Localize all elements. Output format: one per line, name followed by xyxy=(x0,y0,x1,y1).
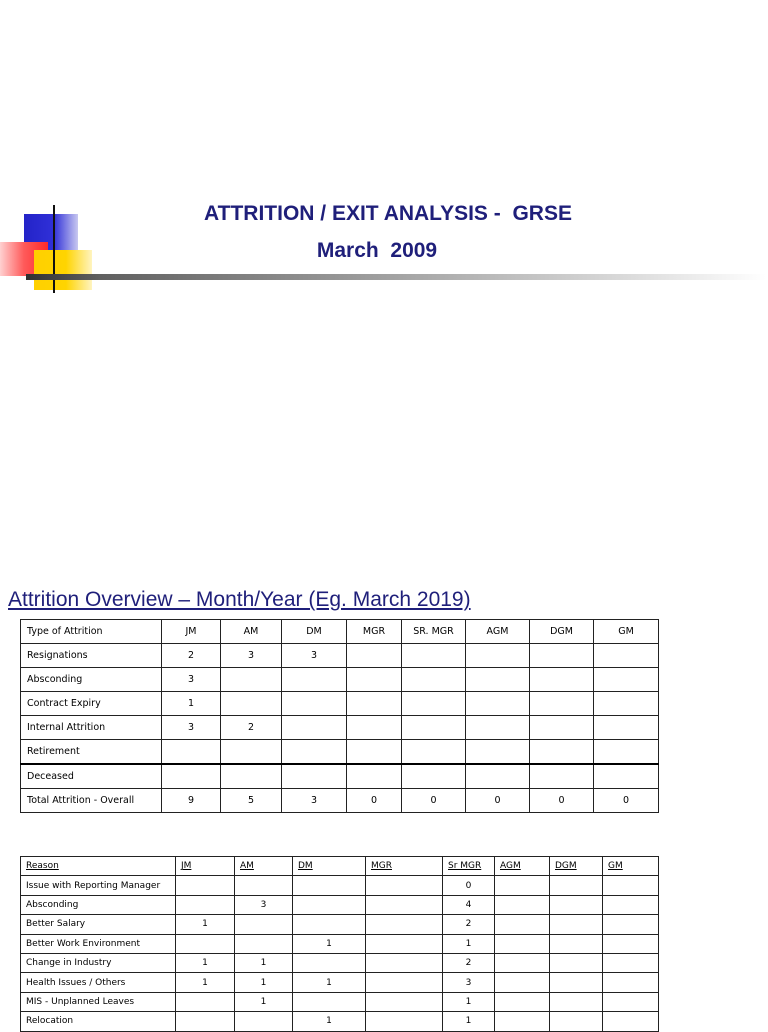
table-cell xyxy=(221,764,282,789)
table-cell xyxy=(466,740,530,765)
table-cell xyxy=(402,692,466,716)
table-row xyxy=(21,876,659,895)
table-cell: 2 xyxy=(221,716,282,740)
table-cell: 1 xyxy=(235,953,293,972)
table-cell: Absconding xyxy=(21,895,176,914)
column-header: AM xyxy=(235,857,293,876)
table-cell xyxy=(347,716,402,740)
table-cell xyxy=(550,915,603,934)
table-cell: Deceased xyxy=(21,764,162,789)
table-cell xyxy=(402,644,466,668)
column-header: MGR xyxy=(347,620,402,644)
table-cell xyxy=(221,740,282,765)
table-cell xyxy=(366,895,443,914)
table-cell xyxy=(366,915,443,934)
table-cell xyxy=(550,934,603,953)
table-cell xyxy=(366,973,443,992)
table-cell xyxy=(466,764,530,789)
table-cell: Change in Industry xyxy=(21,953,176,972)
table-cell xyxy=(550,992,603,1011)
table-cell: 1 xyxy=(443,992,495,1011)
table-cell: Issue with Reporting Manager xyxy=(21,876,176,895)
table-cell: 3 xyxy=(282,789,347,813)
table-cell xyxy=(603,876,659,895)
table-cell: 1 xyxy=(162,692,221,716)
table-cell xyxy=(366,1012,443,1031)
table-cell xyxy=(402,668,466,692)
table-row xyxy=(21,915,659,934)
table-cell xyxy=(293,992,366,1011)
table-cell xyxy=(603,934,659,953)
table-cell xyxy=(402,740,466,765)
table-cell xyxy=(235,876,293,895)
table-cell xyxy=(176,895,235,914)
table-row xyxy=(21,668,659,692)
decor-horizontal-rule xyxy=(26,274,766,280)
table-cell xyxy=(594,740,659,765)
table-header-row xyxy=(21,857,659,876)
table-row xyxy=(21,740,659,765)
table-cell: 3 xyxy=(162,668,221,692)
table-cell: 2 xyxy=(443,915,495,934)
table-cell: Retirement xyxy=(21,740,162,765)
table-row xyxy=(21,764,659,789)
table-cell xyxy=(235,1012,293,1031)
table-cell xyxy=(466,644,530,668)
table-cell xyxy=(603,915,659,934)
table-cell: 1 xyxy=(293,1012,366,1031)
table-cell: Better Work Environment xyxy=(21,934,176,953)
table-cell: 0 xyxy=(443,876,495,895)
table-cell: 0 xyxy=(594,789,659,813)
table-cell: 3 xyxy=(221,644,282,668)
table-row-total xyxy=(21,789,659,813)
table-cell: 1 xyxy=(176,915,235,934)
table-cell xyxy=(530,692,594,716)
table-cell xyxy=(235,934,293,953)
table-cell xyxy=(162,764,221,789)
table-cell: Better Salary xyxy=(21,915,176,934)
table-row xyxy=(21,716,659,740)
table-header-row xyxy=(21,620,659,644)
table-cell xyxy=(530,740,594,765)
table-cell xyxy=(594,716,659,740)
table-row xyxy=(21,644,659,668)
table-cell xyxy=(495,953,550,972)
table-row xyxy=(21,992,659,1011)
table-cell: 1 xyxy=(176,953,235,972)
column-header: JM xyxy=(162,620,221,644)
table-cell xyxy=(221,668,282,692)
column-header: Type of Attrition xyxy=(21,620,162,644)
table-cell xyxy=(466,716,530,740)
column-header: SR. MGR xyxy=(402,620,466,644)
table-cell xyxy=(550,1012,603,1031)
table-row xyxy=(21,953,659,972)
table-row xyxy=(21,1012,659,1031)
table-cell xyxy=(530,716,594,740)
attrition-reason-table xyxy=(20,856,659,1032)
table-cell: 0 xyxy=(402,789,466,813)
column-header: JM xyxy=(176,857,235,876)
table-cell: 9 xyxy=(162,789,221,813)
column-header: DGM xyxy=(550,857,603,876)
table-cell xyxy=(366,992,443,1011)
table-cell: 1 xyxy=(293,973,366,992)
table-cell: 3 xyxy=(443,973,495,992)
table-cell xyxy=(495,895,550,914)
table-cell: 3 xyxy=(235,895,293,914)
column-header: DM xyxy=(282,620,347,644)
table-cell: 1 xyxy=(235,992,293,1011)
table-cell: MIS - Unplanned Leaves xyxy=(21,992,176,1011)
table-cell xyxy=(282,716,347,740)
table-cell xyxy=(347,740,402,765)
table-cell: 1 xyxy=(443,934,495,953)
overview-heading: Attrition Overview – Month/Year (Eg. March 2019) xyxy=(8,588,471,611)
table-cell xyxy=(176,1012,235,1031)
table-cell xyxy=(594,668,659,692)
table-cell: Resignations xyxy=(21,644,162,668)
table-cell xyxy=(402,716,466,740)
table-cell xyxy=(550,953,603,972)
table-cell xyxy=(495,915,550,934)
table-cell: 2 xyxy=(162,644,221,668)
slide-title: ATTRITION / EXIT ANALYSIS - GRSE xyxy=(204,202,572,225)
column-header: GM xyxy=(603,857,659,876)
table-cell xyxy=(366,934,443,953)
column-header: AM xyxy=(221,620,282,644)
table-cell xyxy=(550,895,603,914)
table-cell xyxy=(282,740,347,765)
table-cell xyxy=(347,668,402,692)
table-cell: Internal Attrition xyxy=(21,716,162,740)
column-header: Sr MGR xyxy=(443,857,495,876)
table-cell xyxy=(530,644,594,668)
table-cell xyxy=(282,692,347,716)
table-cell xyxy=(293,895,366,914)
table-row xyxy=(21,692,659,716)
table-cell xyxy=(603,953,659,972)
table-cell xyxy=(495,876,550,895)
table-cell: Relocation xyxy=(21,1012,176,1031)
slide-subtitle: March 2009 xyxy=(316,239,438,262)
table-cell: 1 xyxy=(443,1012,495,1031)
table-cell: 1 xyxy=(235,973,293,992)
table-cell xyxy=(603,973,659,992)
table-cell xyxy=(466,668,530,692)
table-cell xyxy=(347,644,402,668)
table-cell: 3 xyxy=(162,716,221,740)
table-cell xyxy=(402,764,466,789)
table-cell: 4 xyxy=(443,895,495,914)
column-header: DGM xyxy=(530,620,594,644)
table-cell xyxy=(162,740,221,765)
table-cell: Health Issues / Others xyxy=(21,973,176,992)
table-cell xyxy=(293,953,366,972)
table-row xyxy=(21,934,659,953)
table-cell xyxy=(347,764,402,789)
table-cell xyxy=(495,992,550,1011)
table-cell xyxy=(495,973,550,992)
table-cell xyxy=(530,764,594,789)
table-cell xyxy=(176,934,235,953)
table-cell xyxy=(495,1012,550,1031)
table-cell xyxy=(293,876,366,895)
table-cell xyxy=(603,992,659,1011)
table-cell xyxy=(594,644,659,668)
table-cell xyxy=(293,915,366,934)
table-cell xyxy=(366,876,443,895)
column-header: Reason xyxy=(21,857,176,876)
table-row xyxy=(21,973,659,992)
column-header: AGM xyxy=(495,857,550,876)
attrition-overview-table xyxy=(20,619,659,813)
table-cell xyxy=(550,973,603,992)
table-cell xyxy=(603,895,659,914)
table-cell xyxy=(495,934,550,953)
table-cell xyxy=(530,668,594,692)
table-cell: 2 xyxy=(443,953,495,972)
table-cell: 1 xyxy=(293,934,366,953)
table-cell xyxy=(221,692,282,716)
table-cell: 5 xyxy=(221,789,282,813)
table-cell xyxy=(282,764,347,789)
column-header: AGM xyxy=(466,620,530,644)
table-cell xyxy=(176,876,235,895)
table-cell: 0 xyxy=(466,789,530,813)
table-cell: 3 xyxy=(282,644,347,668)
table-cell xyxy=(235,915,293,934)
table-cell xyxy=(282,668,347,692)
column-header: DM xyxy=(293,857,366,876)
table-cell xyxy=(603,1012,659,1031)
table-row xyxy=(21,895,659,914)
table-cell xyxy=(366,953,443,972)
table-cell: Absconding xyxy=(21,668,162,692)
table-cell xyxy=(594,692,659,716)
table-cell xyxy=(594,764,659,789)
table-cell xyxy=(347,692,402,716)
table-cell: 1 xyxy=(176,973,235,992)
table-cell xyxy=(466,692,530,716)
table-cell: Total Attrition - Overall xyxy=(21,789,162,813)
column-header: GM xyxy=(594,620,659,644)
table-cell: 0 xyxy=(347,789,402,813)
table-cell: 0 xyxy=(530,789,594,813)
table-cell: Contract Expiry xyxy=(21,692,162,716)
column-header: MGR xyxy=(366,857,443,876)
table-cell xyxy=(176,992,235,1011)
table-cell xyxy=(550,876,603,895)
